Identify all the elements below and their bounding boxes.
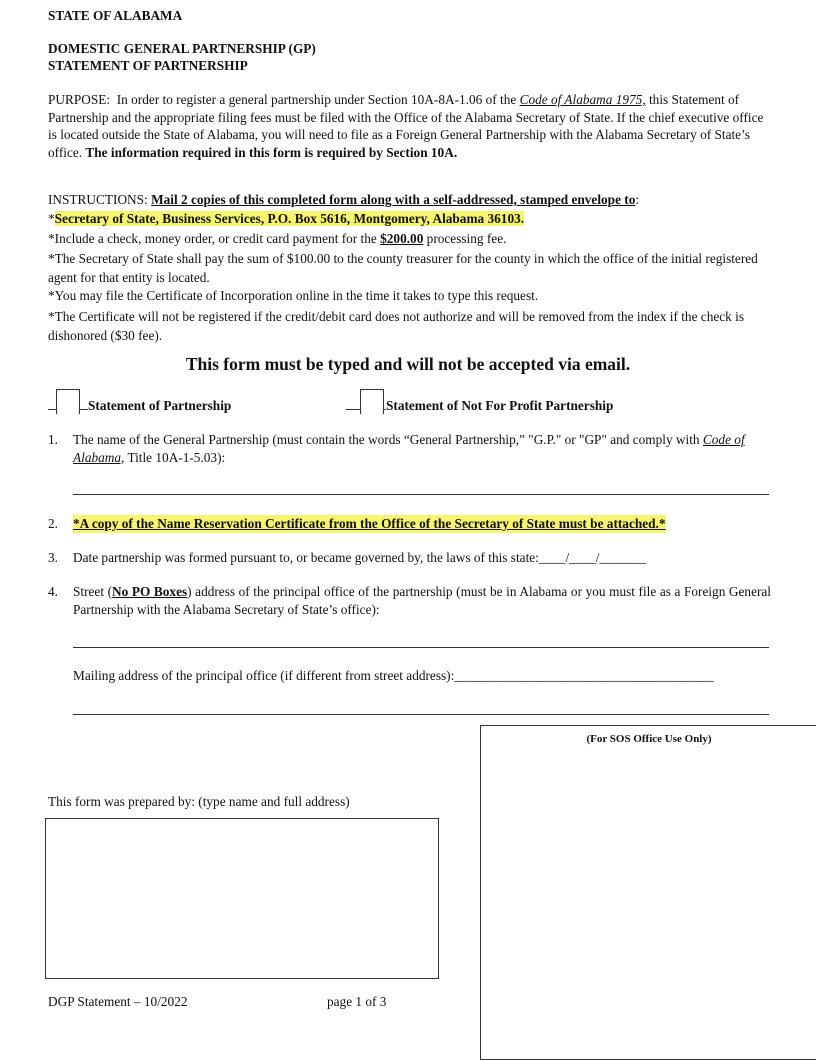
dishonored-note: *The Certificate will not be registered if the credit/debit card does not authorize and will be removed from the index if the check is dishonored ($30 fee).	[48, 309, 744, 343]
item4-number: 4.	[48, 584, 58, 599]
purpose-paragraph	[48, 91, 770, 161]
instructions-line: INSTRUCTIONS: Mail 2 copies of this completed form along with a self-addressed, stamped envelope to:	[48, 192, 640, 207]
item1-code-ref: Code of Alabama,	[73, 432, 745, 465]
sos-mailing-address: Secretary of State, Business Services, P.O. Box 5616, Montgomery, Alabama 36103.	[54, 211, 525, 226]
state-heading: STATE OF ALABAMA	[48, 8, 183, 23]
item1-description: The name of the General Partnership (must contain the words “General Partnership,” "G.P." or "GP" and comply with	[73, 432, 700, 447]
fee-text: *Include a check, money order, or credit card payment for the	[48, 231, 377, 246]
mailing-address-line: *Secretary of State, Business Services, P.O. Box 5616, Montgomery, Alabama 36103.	[48, 211, 525, 226]
street-address-field[interactable]	[73, 647, 769, 648]
purpose-text-2: this Statement of Partnership and the appropriate filing fees must be filed with the Office of the Alabama Secretary of State. If the chief executive office is located outside the State of Alabama, you will need to file as a Foreign General Partnership with the Alabama Secretary of State’s office.	[48, 92, 764, 160]
name-reservation-note: *A copy of the Name Reservation Certificate from the Office of the Secretary of State must be attached.*	[73, 516, 666, 531]
prepared-by-label: This form was prepared by: (type name and full address)	[48, 794, 350, 809]
partnership-name-field[interactable]	[73, 494, 769, 495]
purpose-required-note: The information required in this form is required by Section 10A.	[85, 144, 458, 160]
sos-office-use-box	[480, 725, 816, 1060]
page-number: page 1 of 3	[327, 994, 387, 1009]
treasurer-note: *The Secretary of State shall pay the sum of $100.00 to the county treasurer for the county in which the office of the initial registered agent for that entity is located.	[48, 251, 758, 285]
form-title-line1: DOMESTIC GENERAL PARTNERSHIP (GP)	[48, 41, 316, 56]
fee-line	[48, 230, 506, 248]
mailing-address-field[interactable]: Mailing address of the principal office (if different from street address):_______________________________________	[73, 668, 714, 683]
online-note: *You may file the Certificate of Incorporation online in the time it takes to type this request.	[48, 288, 539, 303]
formation-date-field[interactable]: Date partnership was formed pursuant to, or became governed by, the laws of this state:____/____/_______	[73, 550, 646, 565]
item4-text-post: ) address of the principal office of the partnership (must be in Alabama or you must file as a Foreign General Partnership with the Alabama Secretary of State’s office):	[73, 584, 771, 617]
checkbox-nonprofit-label: Statement of Not For Profit Partnership	[386, 398, 614, 413]
office-use-label: (For SOS Office Use Only)	[586, 733, 712, 745]
code-of-alabama-ref: Code of Alabama 1975,	[519, 92, 646, 107]
form-title-line2: STATEMENT OF PARTNERSHIP	[48, 58, 248, 73]
checkbox-partnership[interactable]	[56, 389, 80, 414]
item1-text	[73, 431, 771, 466]
item1-title-ref: Title 10A-1-5.03):	[127, 449, 226, 465]
purpose-text-1: In order to register a general partnership under Section 10A-8A-1.06 of the	[116, 92, 517, 107]
no-po-boxes: No PO Boxes	[112, 584, 188, 599]
checkbox-partnership-label: Statement of Partnership	[88, 398, 232, 413]
item2-number: 2.	[48, 516, 58, 531]
fee-amount: $200.00	[380, 231, 424, 246]
purpose-label: PURPOSE:	[48, 92, 111, 107]
checkbox-nonprofit[interactable]	[360, 389, 384, 414]
checkbox-partnership-row[interactable]	[48, 389, 231, 415]
instructions-label: INSTRUCTIONS:	[48, 192, 148, 207]
form-version: DGP Statement – 10/2022	[48, 994, 188, 1009]
prepared-by-box[interactable]	[45, 818, 439, 979]
checkbox-nonprofit-row[interactable]	[346, 389, 613, 415]
item1-number: 1.	[48, 432, 58, 447]
item4-text	[73, 583, 771, 618]
typed-notice: This form must be typed and will not be accepted via email.	[185, 354, 631, 374]
mailing-address-line-2[interactable]	[73, 714, 769, 715]
item3-number: 3.	[48, 550, 58, 565]
item4-text-pre: Street (	[73, 584, 113, 599]
mail-instructions: Mail 2 copies of this completed form along with a self-addressed, stamped envelope to	[151, 192, 636, 207]
fee-text-tail: processing fee.	[426, 231, 507, 246]
